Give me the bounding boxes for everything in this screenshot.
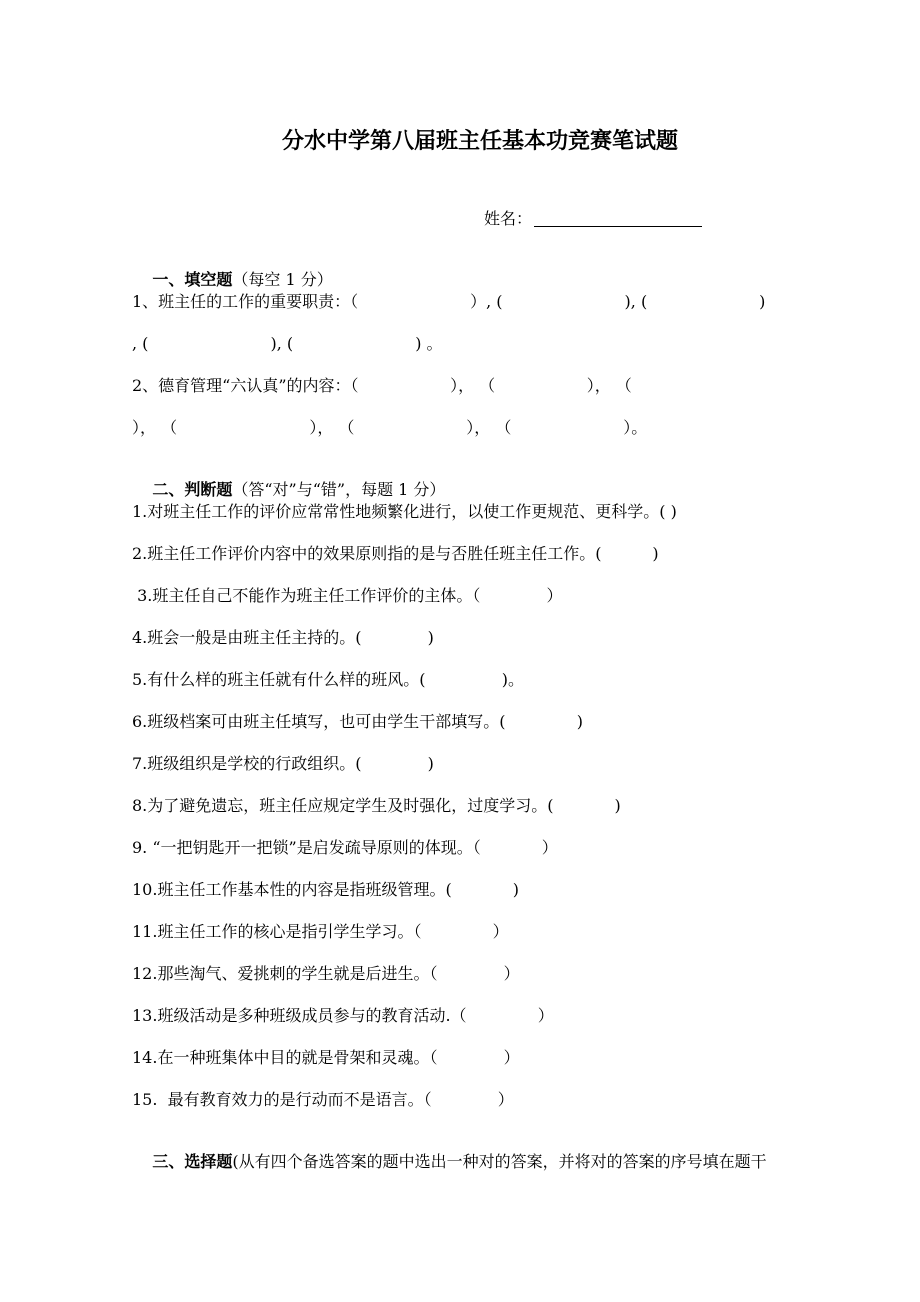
judgement-item: 5.有什么样的班主任就有什么样的班风。( )。 [132,670,525,689]
page-title: 分水中学第八届班主任基本功竞赛笔试题 [282,128,679,154]
judgement-item: 9. “一把钥匙开一把锁”是启发疏导原则的体现。（ ） [132,838,558,857]
section2-heading: 二、判断题 [152,480,233,499]
section3-heading-row [132,1132,767,1192]
judgement-item: 10.班主任工作基本性的内容是指班级管理。( ) [132,880,519,899]
fill-blank-line: , ( ), ( ) 。 [132,334,443,353]
judgement-item: 14.在一种班集体中目的就是骨架和灵魂。（ ） [132,1048,520,1067]
judgement-item: 12.那些淘气、爱挑刺的学生就是后进生。（ ） [132,964,520,983]
section1-note: （每空 1 分） [232,270,333,289]
name-blank-line[interactable] [534,208,702,227]
judgement-item: 3.班主任自己不能作为班主任工作评价的主体。（ ） [132,586,563,605]
fill-blank-line: ）， （ ）， （ ）， （ ）。 [132,418,648,437]
judgement-item: 11.班主任工作的核心是指引学生学习。（ ） [132,922,509,941]
name-field-row [484,206,702,229]
section3-note: (从有四个备选答案的题中选出一种对的答案，并将对的答案的序号填在题干 [232,1152,767,1171]
judgement-item: 1.对班主任工作的评价应常常性地频繁化进行，以使工作更规范、更科学。( ) [132,502,677,521]
judgement-item: 7.班级组织是学校的行政组织。( ) [132,754,434,773]
name-label: 姓名： [484,209,533,228]
section3-heading: 三、选择题 [152,1152,233,1171]
judgement-item: 4.班会一般是由班主任主持的。( ) [132,628,434,647]
judgement-item: 6.班级档案可由班主任填写，也可由学生干部填写。( ) [132,712,583,731]
section2-note: （答“对”与“错”，每题 1 分） [232,480,446,499]
judgement-item: 13.班级活动是多种班级成员参与的教育活动.（ ） [132,1006,554,1025]
judgement-item: 8.为了避免遗忘，班主任应规定学生及时强化，过度学习。( ) [132,796,621,815]
judgement-item: 2.班主任工作评价内容中的效果原则指的是与否胜任班主任工作。( ) [132,544,659,563]
judgement-item: 15. 最有教育效力的是行动而不是语言。（ ） [132,1090,514,1109]
fill-blank-line: 1、班主任的工作的重要职责：（ ）, ( ), ( ) [132,292,766,311]
section1-heading: 一、填空题 [152,270,233,289]
fill-blank-line: 2、德育管理“六认真”的内容：（ ）， （ ）， （ [132,376,632,395]
